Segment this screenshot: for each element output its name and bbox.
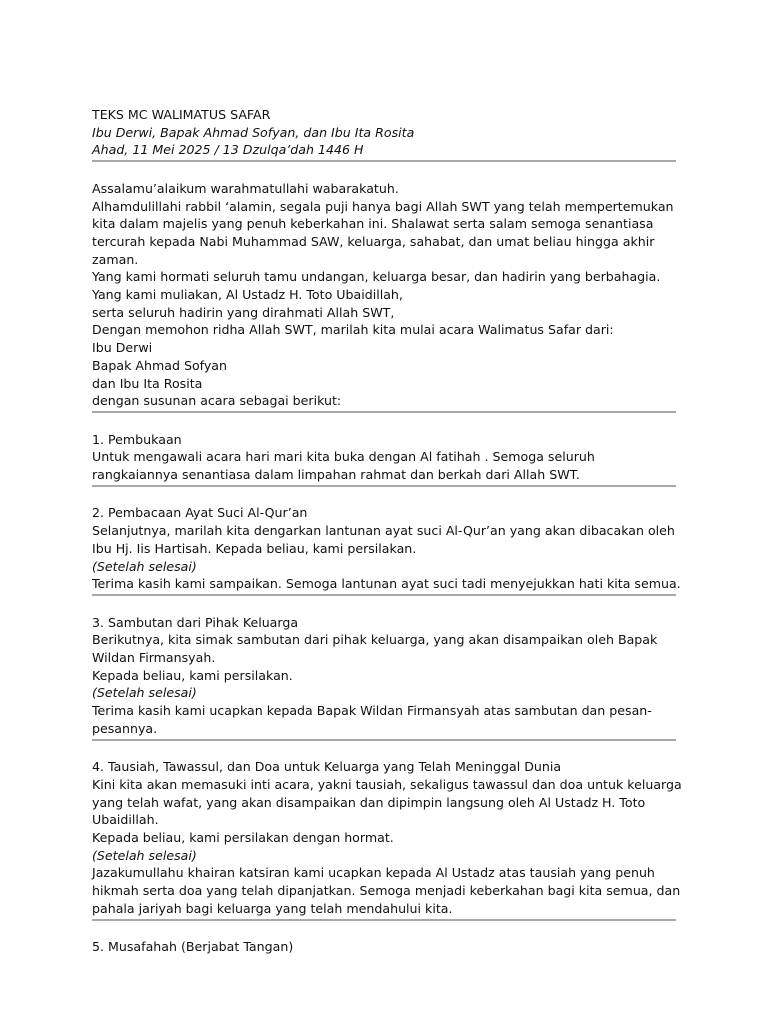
section-heading: 2. Pembacaan Ayat Suci Al-Qur’an	[92, 505, 308, 521]
host-names: Ibu Derwi, Bapak Ahmad Sofyan, dan Ibu Ita Rosita	[92, 124, 415, 140]
agenda-section	[92, 938, 676, 956]
opening-line: Dengan memohon ridha Allah SWT, marilah kita mulai acara Walimatus Safar dari:	[92, 322, 614, 338]
section-line: Kepada beliau, kami persilakan.	[92, 667, 293, 683]
agenda-sections	[92, 413, 682, 956]
opening-line: zaman.	[92, 251, 139, 267]
section-line: Berikutnya, kita simak sambutan dari pihak keluarga, yang akan disampaikan oleh Bapak	[92, 632, 658, 648]
agenda-section	[92, 614, 676, 741]
section-line: yang telah wafat, yang akan disampaikan dan dipimpin langsung oleh Al Ustadz H. Toto	[92, 794, 646, 810]
opening-line: Ibu Derwi	[92, 340, 153, 356]
agenda-section	[92, 504, 681, 596]
section-line: Untuk mengawali acara hari mari kita buka dengan Al fatihah . Semoga seluruh	[92, 449, 595, 465]
agenda-section	[92, 431, 676, 487]
section-line: Kini kita akan memasuki inti acara, yakni tausiah, sekaligus tawassul dan doa untuk keluarga	[92, 776, 682, 792]
section-heading: 3. Sambutan dari Pihak Keluarga	[92, 614, 299, 630]
opening-line: kita dalam majelis yang penuh keberkahan ini. Shalawat serta salam semoga senantiasa	[92, 216, 654, 232]
section-heading: 4. Tausiah, Tawassul, dan Doa untuk Keluarga yang Telah Meninggal Dunia	[92, 759, 562, 775]
opening-line: tercurah kepada Nabi Muhammad SAW, keluarga, sahabat, dan umat beliau hingga akhir	[92, 233, 655, 249]
section-line: hikmah serta doa yang telah dipanjatkan. Semoga menjadi keberkahan bagi kita semua, dan	[92, 883, 681, 899]
section-line: rangkaiannya senantiasa dalam limpahan rahmat dan berkah dari Allah SWT.	[92, 467, 580, 483]
opening-line: Yang kami hormati seluruh tamu undangan, keluarga besar, dan hadirin yang berbahagia.	[92, 269, 661, 285]
section-line: Selanjutnya, marilah kita dengarkan lantunan ayat suci Al-Qur’an yang akan dibacakan oleh	[92, 523, 675, 539]
document-page	[92, 106, 682, 956]
section-line: Ubaidillah.	[92, 812, 159, 828]
section-heading: 5. Musafahah (Berjabat Tangan)	[92, 939, 294, 955]
section-heading: 1. Pembukaan	[92, 431, 182, 447]
opening-line: dengan susunan acara sebagai berikut:	[92, 393, 342, 409]
section-line: Jazakumullahu khairan katsiran kami ucapkan kepada Al Ustadz atas tausiah yang penuh	[92, 865, 655, 881]
section-line: Terima kasih kami ucapkan kepada Bapak Wildan Firmansyah atas sambutan dan pesan-	[92, 703, 652, 719]
opening-line: dan Ibu Ita Rosita	[92, 375, 203, 391]
stage-direction: (Setelah selesai)	[92, 847, 197, 863]
section-line: Ibu Hj. Iis Hartisah. Kepada beliau, kami persilakan.	[92, 540, 417, 556]
section-line: Kepada beliau, kami persilakan dengan hormat.	[92, 830, 394, 846]
opening-line: Bapak Ahmad Sofyan	[92, 357, 228, 373]
section-line: pahala jariyah bagi keluarga yang telah mendahului kita.	[92, 900, 453, 916]
stage-direction: (Setelah selesai)	[92, 685, 197, 701]
opening-line: serta seluruh hadirin yang dirahmati Allah SWT,	[92, 304, 395, 320]
agenda-section	[92, 758, 682, 920]
opening-line: Alhamdulillahi rabbil ‘alamin, segala puji hanya bagi Allah SWT yang telah mempertemukan	[92, 198, 674, 214]
opening-paragraph	[92, 180, 676, 410]
document-title: TEKS MC WALIMATUS SAFAR	[92, 107, 271, 122]
stage-direction: (Setelah selesai)	[92, 558, 197, 574]
section-line: Wildan Firmansyah.	[92, 650, 216, 666]
event-date: Ahad, 11 Mei 2025 / 13 Dzulqa’dah 1446 H	[92, 142, 364, 158]
section-line: Terima kasih kami sampaikan. Semoga lantunan ayat suci tadi menyejukkan hati kita semua.	[92, 576, 681, 592]
opening-line: Yang kami muliakan, Al Ustadz H. Toto Ubaidillah,	[92, 287, 403, 303]
section-line: pesannya.	[92, 720, 158, 736]
opening-line: Assalamu’alaikum warahmatullahi wabarakatuh.	[92, 180, 399, 196]
